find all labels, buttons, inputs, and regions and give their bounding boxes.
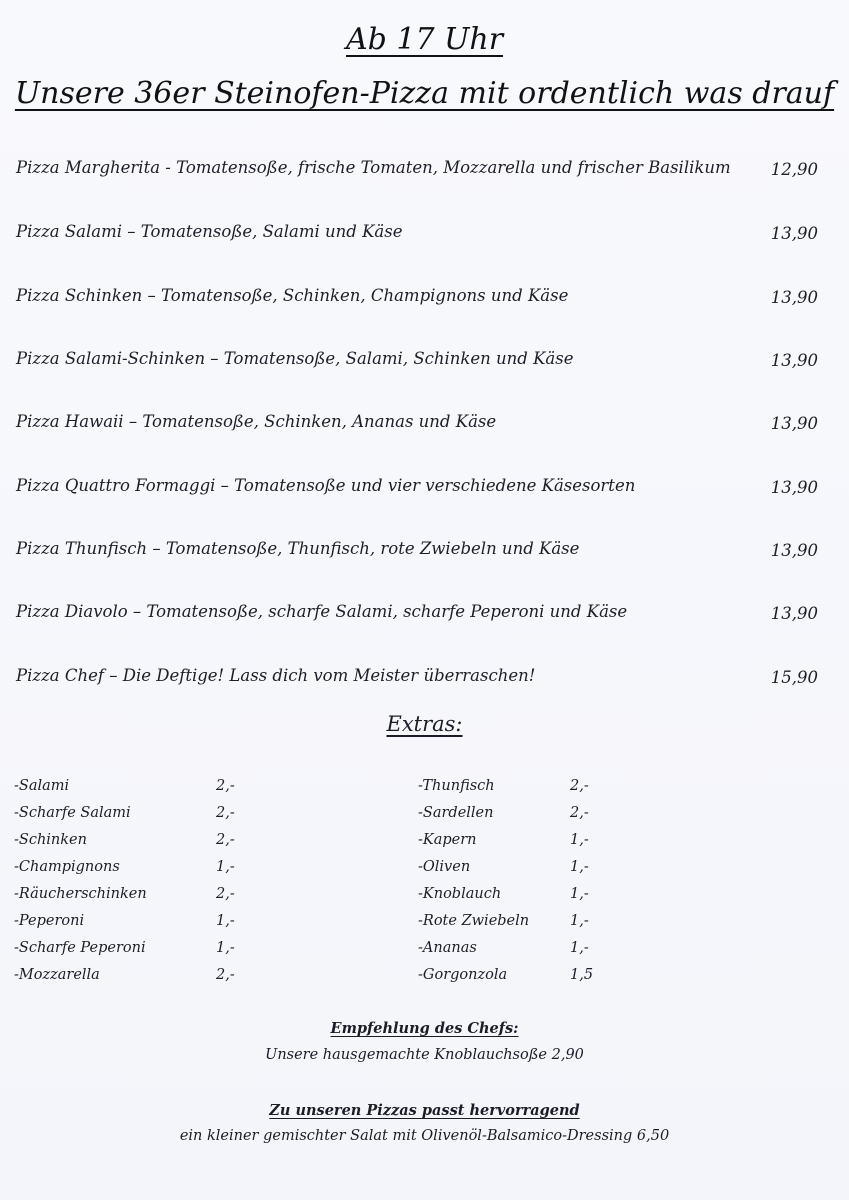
salad-recommendation-title xyxy=(0,1102,849,1119)
extra-price: 2,- xyxy=(216,778,235,794)
extra-price: 1,- xyxy=(570,832,589,848)
extra-name: -Räucherschinken xyxy=(14,886,147,902)
extra-price: 1,- xyxy=(570,940,589,956)
extra-name: -Champignons xyxy=(14,859,120,875)
salad-recommendation-title-text: Zu unseren Pizzas passt hervorragend xyxy=(269,1102,580,1119)
extra-price: 1,5 xyxy=(570,967,594,983)
extra-name: -Ananas xyxy=(418,940,477,956)
extra-price: 1,- xyxy=(570,886,589,902)
pizza-description: Pizza Schinken – Tomatensoße, Schinken, Champignons und Käse xyxy=(16,286,569,305)
pizza-price: 13,90 xyxy=(770,414,818,433)
extra-name: -Scharfe Peperoni xyxy=(14,940,146,956)
pizza-price: 13,90 xyxy=(770,288,818,307)
pizza-description: Pizza Hawaii – Tomatensoße, Schinken, Ananas und Käse xyxy=(16,412,497,431)
extra-item xyxy=(418,886,618,908)
extra-price: 1,- xyxy=(570,913,589,929)
extra-item xyxy=(14,940,254,962)
chef-recommendation-title xyxy=(0,1020,849,1037)
extra-name: -Scharfe Salami xyxy=(14,805,131,821)
pizza-item xyxy=(16,286,818,316)
extras-heading xyxy=(0,712,849,736)
extra-item xyxy=(14,886,254,908)
salad-recommendation-text: ein kleiner gemischter Salat mit Olivenöl-Balsamico-Dressing 6,50 xyxy=(179,1128,670,1144)
pizza-item xyxy=(16,602,818,632)
extra-item xyxy=(14,832,254,854)
chef-recommendation-text: Unsere hausgemachte Knoblauchsoße 2,90 xyxy=(265,1047,584,1063)
extra-name: -Peperoni xyxy=(14,913,85,929)
extra-item xyxy=(14,859,254,881)
extra-price: 1,- xyxy=(216,913,235,929)
pizza-price: 13,90 xyxy=(770,604,818,623)
menu-time-text: Ab 17 Uhr xyxy=(345,22,504,57)
extra-item xyxy=(418,913,618,935)
extra-name: -Salami xyxy=(14,778,70,794)
pizza-price: 13,90 xyxy=(770,351,818,370)
extra-price: 2,- xyxy=(216,805,235,821)
extra-name: -Mozzarella xyxy=(14,967,100,983)
extra-item xyxy=(418,859,618,881)
extra-name: -Kapern xyxy=(418,832,477,848)
extra-item xyxy=(14,913,254,935)
menu-title-heading xyxy=(0,76,849,111)
extras-title-text: Extras: xyxy=(386,712,463,736)
extra-price: 1,- xyxy=(216,859,235,875)
menu-title-text: Unsere 36er Steinofen-Pizza mit ordentlich was drauf xyxy=(14,76,835,111)
extra-item xyxy=(14,805,254,827)
pizza-description: Pizza Quattro Formaggi – Tomatensoße und vier verschiedene Käsesorten xyxy=(16,476,636,495)
pizza-description: Pizza Diavolo – Tomatensoße, scharfe Salami, scharfe Peperoni und Käse xyxy=(16,602,628,621)
extra-name: -Oliven xyxy=(418,859,471,875)
extra-item xyxy=(14,967,254,989)
pizza-price: 13,90 xyxy=(770,541,818,560)
pizza-price: 13,90 xyxy=(770,224,818,243)
pizza-description: Pizza Margherita - Tomatensoße, frische Tomaten, Mozzarella und frischer Basilikum xyxy=(16,158,731,177)
extra-name: -Sardellen xyxy=(418,805,494,821)
extra-name: -Rote Zwiebeln xyxy=(418,913,530,929)
extra-price: 2,- xyxy=(570,778,589,794)
extra-price: 1,- xyxy=(570,859,589,875)
extra-price: 2,- xyxy=(570,805,589,821)
extra-item xyxy=(418,940,618,962)
extra-name: -Schinken xyxy=(14,832,87,848)
pizza-price: 12,90 xyxy=(770,160,818,179)
pizza-item xyxy=(16,222,818,252)
extra-item xyxy=(418,832,618,854)
extra-item xyxy=(418,805,618,827)
pizza-price: 13,90 xyxy=(770,478,818,497)
extra-price: 2,- xyxy=(216,967,235,983)
pizza-item xyxy=(16,158,818,188)
pizza-price: 15,90 xyxy=(770,668,818,687)
extra-name: -Gorgonzola xyxy=(418,967,508,983)
pizza-item xyxy=(16,349,818,379)
extra-name: -Knoblauch xyxy=(418,886,502,902)
extra-price: 2,- xyxy=(216,832,235,848)
pizza-item xyxy=(16,476,818,506)
extra-price: 1,- xyxy=(216,940,235,956)
pizza-description: Pizza Thunfisch – Tomatensoße, Thunfisch, rote Zwiebeln und Käse xyxy=(16,539,580,558)
pizza-description: Pizza Salami – Tomatensoße, Salami und Käse xyxy=(16,222,403,241)
extra-item xyxy=(14,778,254,800)
pizza-item xyxy=(16,412,818,442)
extra-item xyxy=(418,967,618,989)
extra-price: 2,- xyxy=(216,886,235,902)
extra-item xyxy=(418,778,618,800)
chef-recommendation-title-text: Empfehlung des Chefs: xyxy=(330,1020,519,1037)
pizza-description: Pizza Salami-Schinken – Tomatensoße, Salami, Schinken und Käse xyxy=(16,349,574,368)
extra-name: -Thunfisch xyxy=(418,778,495,794)
pizza-item xyxy=(16,666,818,696)
pizza-item xyxy=(16,539,818,569)
menu-time-heading xyxy=(0,22,849,57)
pizza-description: Pizza Chef – Die Deftige! Lass dich vom Meister überraschen! xyxy=(16,666,536,685)
